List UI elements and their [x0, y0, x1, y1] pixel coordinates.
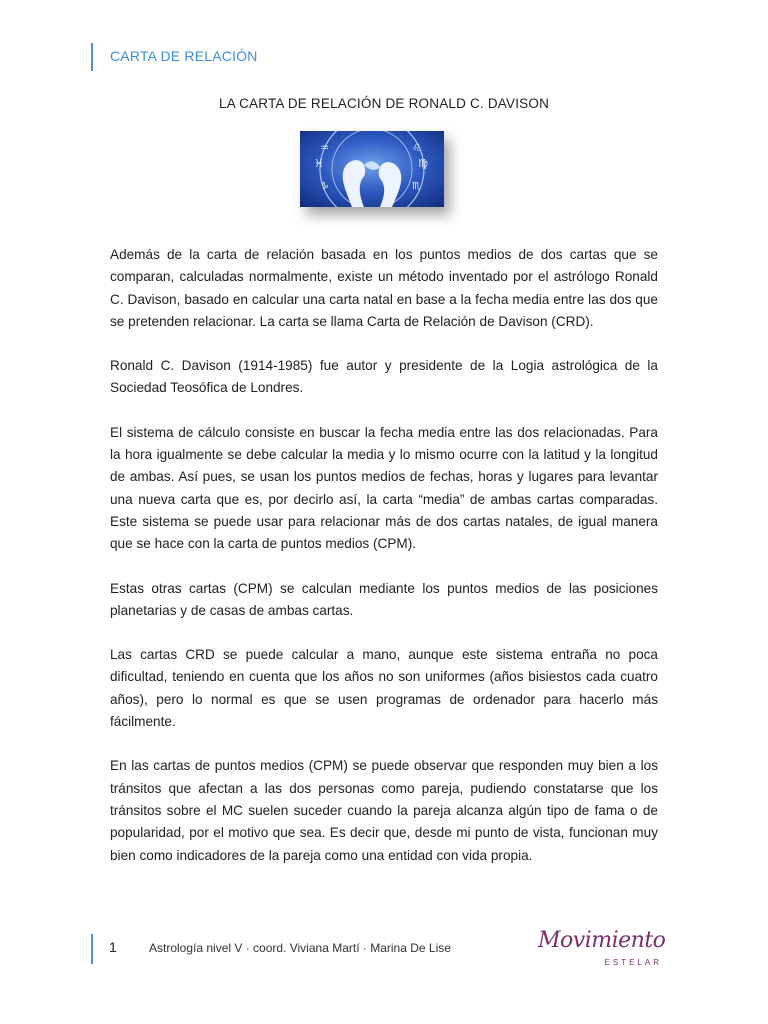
document-title: LA CARTA DE RELACIÓN DE RONALD C. DAVISON [218, 96, 550, 111]
svg-text:♍: ♍ [418, 157, 428, 170]
footer-accent-bar [91, 934, 93, 964]
header-accent-bar [91, 43, 93, 71]
svg-text:♓: ♓ [314, 157, 324, 170]
svg-text:♒: ♒ [320, 143, 329, 154]
paragraph: Ronald C. Davison (1914-1985) fue autor y presidente de la Logia astrológica de la Sociedad Teosófica de Londres. [110, 358, 658, 396]
svg-text:♑: ♑ [320, 181, 329, 192]
zodiac-couple-image [300, 131, 444, 207]
paragraph: Además de la carta de relación basada en los puntos medios de dos cartas que se comparan, calculadas normalmente, existe un método inventado por el astrólogo Ronald C. Davison, basado en calcular una carta natal en base a la fecha media entre las dos que se pretenden relacionar. La carta se llama Carta de Relación de Davison (CRD). [110, 247, 658, 329]
paragraph: Estas otras cartas (CPM) se calculan mediante los puntos medios de las posiciones planetarias y de casas de ambas cartas. [110, 580, 658, 618]
logo-sub-text: ESTELAR [604, 958, 662, 967]
footer-course-text: Astrología nivel V · coord. Viviana Martí · Marina De Lise [149, 941, 451, 955]
paragraph: En las cartas de puntos medios (CPM) se puede observar que responden muy bien a los tránsitos que afectan a las dos personas como pareja, pudiendo constatarse que los tránsitos sobre el MC suelen suceder cuando la pareja alcanza algún tipo de fama o de popularidad, por el motivo que sea. Es decir que, desde mi punto de vista, funcionan muy bien como indicadores de la pareja como una entidad con vida propia. [110, 758, 658, 863]
section-title: CARTA DE RELACIÓN [110, 48, 258, 64]
svg-text:♏: ♏ [412, 181, 421, 192]
svg-text:♌: ♌ [412, 143, 421, 154]
paragraph: Las cartas CRD se puede calcular a mano, aunque este sistema entraña no poca dificultad, teniendo en cuenta que los años no son uniformes (años bisiestos cada cuatro años), pero lo normal es que se usen programas de ordenador para hacerlo más fácilmente. [110, 647, 658, 730]
page-number: 1 [109, 939, 117, 955]
logo-script-text: Movimiento [538, 928, 666, 953]
movimiento-estelar-logo [538, 928, 666, 970]
paragraph: El sistema de cálculo consiste en buscar la fecha media entre las dos relacionadas. Para la hora igualmente se debe calcular la media y lo mismo ocurre con la latitud y la longitud de ambas. Así pues, se usan los puntos medios de fechas, horas y lugares para levantar una nueva carta que es, por decirlo así, la carta “media” de ambas cartas comparadas. Este sistema se puede usar para relacionar más de dos cartas natales, de igual manera que se hace con la carta de puntos medios (CPM). [110, 424, 658, 552]
body-text [110, 244, 658, 889]
